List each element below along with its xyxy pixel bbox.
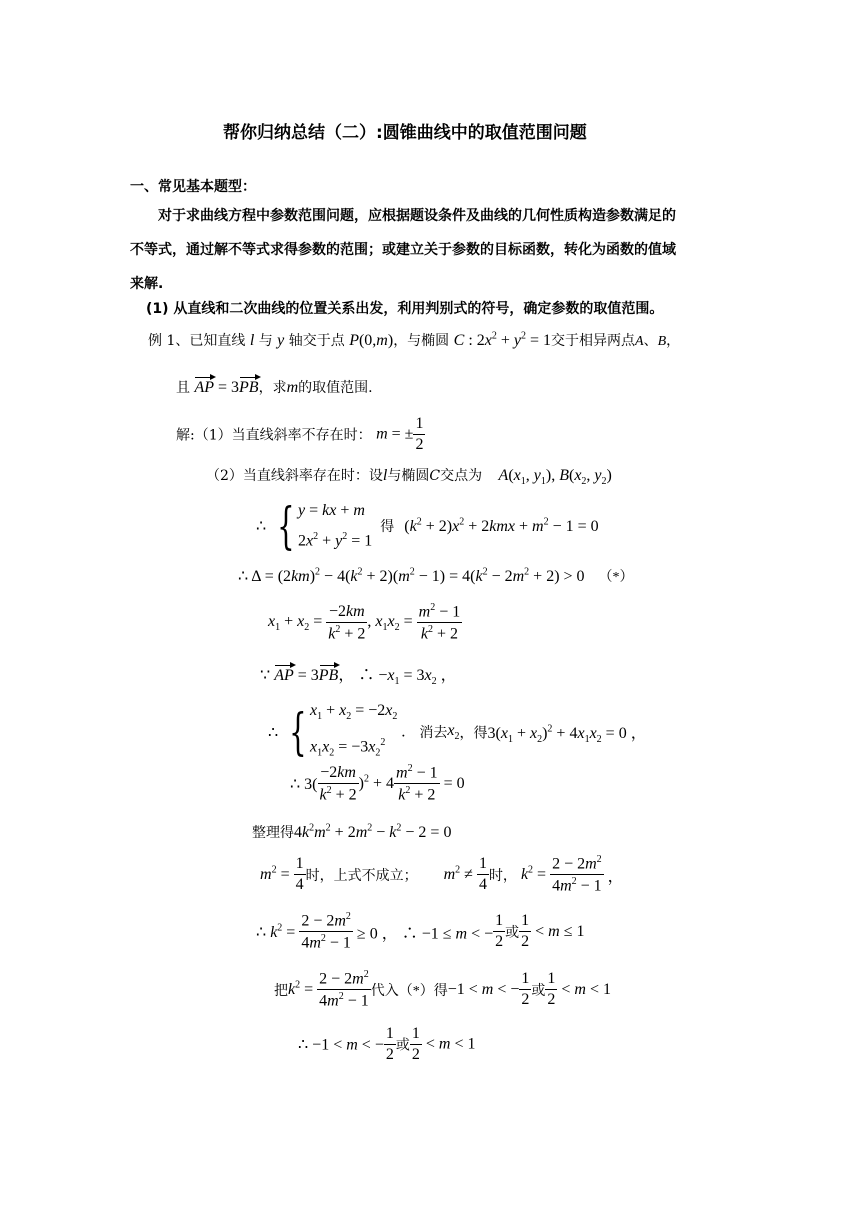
intro-line-1: 对于求曲线方程中参数范围问题，应根据题设条件及曲线的几何性质构造参数满足的: [158, 208, 676, 224]
k-squared-nonnegative: ∴ $k^2$ = $\frac{2 - 2m^2}{4m^2 - 1}$ ≥ 0 ， ∴ −1 ≤ m < − $\frac{1}{2}$ 或 $\frac{1}{2}$ < m ≤ 1: [256, 911, 585, 952]
case-analysis: $m^2$ = $\frac{1}{4}$ 时，上式不成立； $m^2$ ≠ $\frac{1}{4}$ 时， $k^2$ = $\frac{2 - 2m^2}{4m^2 - 1}$ ，: [260, 854, 624, 895]
vector-relation: ∵ AP = 3PB， ∴ $-x_1 = 3x_2$ ，: [260, 667, 457, 688]
simplified-equation: 整理得$4k^2m^2 + 2m^2 - k^2 - 2 = 0$: [252, 822, 452, 841]
equation-system-2: ∴ { $x_1 + x_2 = -2x_2$ $x_1x_2 = -3x_2^2$ . 消去$x_2$，得$3(x_1 + x_2)^2 + 4x_1x_2 = 0$ ，: [268, 702, 647, 762]
example-label: 例 1、已知直线: [148, 333, 246, 349]
page-title: 帮你归纳总结（二）:圆锥曲线中的取值范围问题: [223, 123, 587, 143]
substituted-equation: ∴ 3( $\frac{-2km}{k^2 + 2}$ )$^2$ + 4 $\frac{m^2 - 1}{k^2 + 2}$ = 0: [290, 763, 465, 804]
equation-system-1: ∴ { y = kx + m $2x^2 + y^2 = 1$ 得 $(k^2 + 2)x^2 + 2kmx + m^2 - 1 = 0$: [256, 497, 599, 556]
example-1-condition: 且 AP = 3PB，求m的取值范围.: [176, 379, 373, 396]
solution-case-2: （2）当直线斜率存在时：设l与椭圆C交点为 $A(x_1$, $y_1$), $B(x_2$, $y_2$): [206, 467, 612, 488]
subheading-1: (1) 从直线和二次曲线的位置关系出发，利用判别式的符号，确定参数的取值范围。: [146, 301, 664, 317]
vieta-formulas: $x_1 + x_2$ = $\frac{-2km}{k^2 + 2}$ , $x_1x_2$ = $\frac{m^2 - 1}{k^2 + 2}$: [268, 602, 461, 643]
section-heading: 一、常见基本题型：: [130, 179, 256, 195]
solution-case-1: 解:（1）当直线斜率不存在时： m = ± $\frac{1}{2}$: [176, 415, 424, 453]
final-answer: ∴ −1 < m < − $\frac{1}{2}$ 或 $\frac{1}{2}$ < m < 1: [298, 1025, 476, 1063]
example-1-statement: 例 1、已知直线 l 与 y 轴交于点 P(0,m)，与椭圆 C : $2x^2 + y^2 = 1$交于相异两点A、B，: [148, 330, 681, 349]
discriminant-inequality: ∴ $\Delta = (2km)^2 - 4(k^2 + 2)(m^2 - 1) = 4(k^2 - 2m^2 + 2) > 0$ （*）: [238, 566, 634, 585]
intro-line-3: 来解.: [130, 276, 164, 292]
intro-line-2: 不等式，通过解不等式求得参数的范围；或建立关于参数的目标函数，转化为函数的值域: [130, 242, 676, 258]
substitute-into-star: 把$k^2$ = $\frac{2 - 2m^2}{4m^2 - 1}$ 代入（*）得−1 < m < − $\frac{1}{2}$ 或 $\frac{1}{2}$ < m < 1: [274, 969, 612, 1010]
